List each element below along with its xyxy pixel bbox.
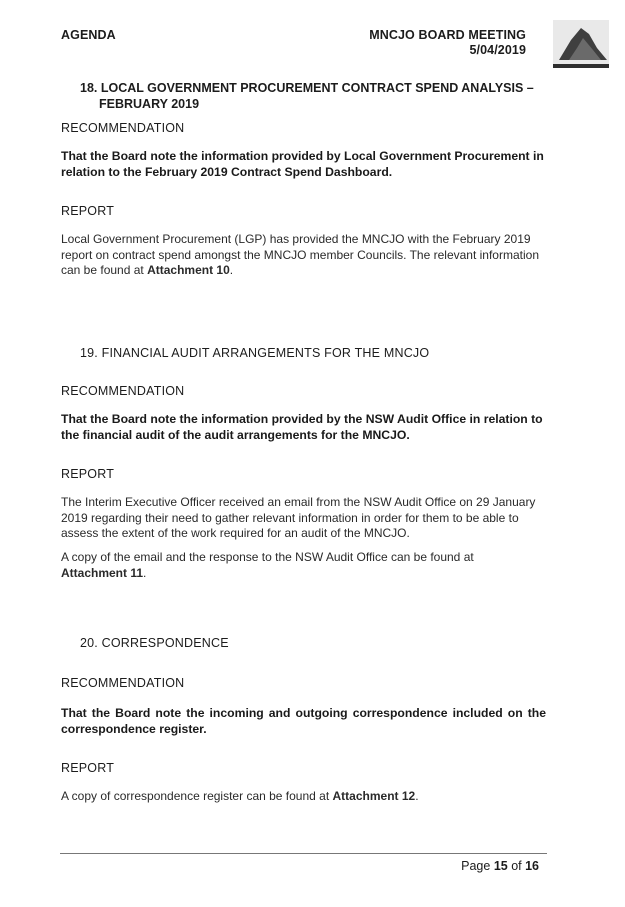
item-19-report-text-2 [61,550,541,581]
page-number [461,859,539,873]
item-20-attachment-ref: Attachment 12 [332,789,416,803]
item-18-title-line2: FEBRUARY 2019 [99,97,200,111]
page-of: of [507,859,526,873]
item-19-report-text-1: The Interim Executive Officer received an email from the NSW Audit Office on 29 January 2019 regarding their need to gather relevant information in order for them to be able to assess the extent of the work required for an audit of the MNCJO. [61,495,536,540]
item-18-title-line1: 18. LOCAL GOVERNMENT PROCUREMENT CONTRACT SPEND ANALYSIS – [80,81,534,95]
item-20-recommendation-text: That the Board note the incoming and outgoing correspondence included on the correspondence register. [61,706,546,736]
footer-divider [60,853,547,854]
item-20-title: 20. CORRESPONDENCE [80,636,229,650]
item-19-report-end: . [143,565,147,580]
item-19-attachment-ref: Attachment 11 [61,565,144,580]
item-18-attachment-ref: Attachment 10 [147,263,230,277]
item-20-report-text [61,789,541,805]
item-20-recommendation-heading: RECOMMENDATION [61,676,185,690]
item-19-title: 19. FINANCIAL AUDIT ARRANGEMENTS FOR THE MNCJO [80,346,430,360]
item-20-report-end: . [415,789,419,803]
header-agenda-label: AGENDA [61,28,116,42]
council-logo-icon [553,20,609,68]
item-19-recommendation-text: That the Board note the information provided by the NSW Audit Office in relation to the financial audit of the audit arrangements for the MNCJO. [61,412,543,442]
header-meeting-info [369,28,526,58]
page-prefix: Page [461,859,494,873]
header-meeting-date: 5/04/2019 [469,43,526,57]
item-19-recommendation-heading: RECOMMENDATION [61,384,185,398]
item-19-report-heading: REPORT [61,467,115,481]
page-current: 15 [493,859,508,873]
item-18-recommendation-heading: RECOMMENDATION [61,121,185,135]
item-20-report-heading: REPORT [61,761,115,775]
header-meeting-title: MNCJO BOARD MEETING [369,28,526,42]
item-18-recommendation-text: That the Board note the information provided by Local Government Procurement in relation to the February 2019 Contract Spend Dashboard. [61,149,544,179]
item-19-report-body: A copy of the email and the response to the NSW Audit Office can be found at [61,550,474,564]
item-18-title [80,80,550,112]
item-18-report-body: Local Government Procurement (LGP) has provided the MNCJO with the February 2019 report on contract spend amongst the MNCJO member Councils. The relevant information can be found at [61,232,539,277]
item-18-report-text [61,232,541,279]
item-18-report-heading: REPORT [61,204,115,218]
page-total: 16 [525,859,539,873]
item-18-report-end: . [229,263,234,277]
item-20-report-body: A copy of correspondence register can be found at [61,789,333,803]
